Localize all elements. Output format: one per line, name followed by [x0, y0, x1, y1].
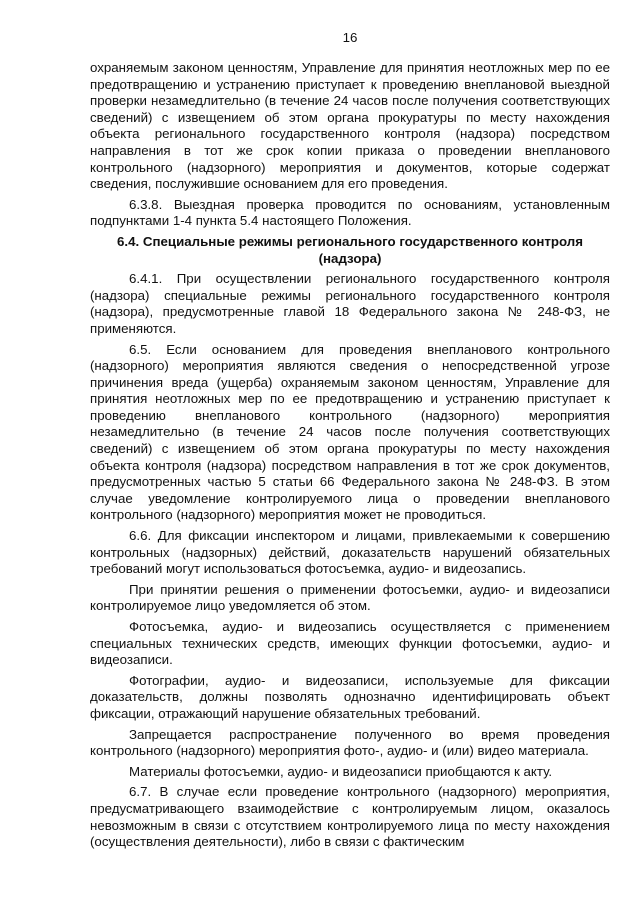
paragraph-6-6: 6.6. Для фиксации инспектором и лицами, привлекаемыми к совершению контрольных (надзорных) действий, доказательств нарушений обязательных требований могут использоваться фотосъемка, аудио- и видеозапись. — [90, 528, 610, 577]
paragraph-equipment: Фотосъемка, аудио- и видеозапись осуществляется с применением специальных технических средств, имеющих функции фотосъемки, аудио- и видеозаписи. — [90, 619, 610, 668]
section-6-4-heading: 6.4. Специальные режимы регионального государственного контроля (надзора) — [117, 233, 583, 266]
paragraph-evidence: Фотографии, аудио- и видеозаписи, используемые для фиксации доказательств, должны позволять однозначно идентифицировать объект фиксации, отражающий нарушение обязательных требований. — [90, 672, 610, 721]
paragraph-prohibition: Запрещается распространение полученного во время проведения контрольного (надзорного) мероприятия фото-, аудио- и (или) видео материала. — [90, 726, 610, 759]
paragraph-attachment: Материалы фотосъемки, аудио- и видеозаписи приобщаются к акту. — [129, 763, 553, 779]
paragraph-notice: При принятии решения о применении фотосъемки, аудио- и видеозаписи контролируемое лицо уведомляется об этом. — [90, 581, 610, 614]
paragraph-6-7: 6.7. В случае если проведение контрольного (надзорного) мероприятия, предусматривающего взаимодействие с контролируемым лицом, оказалось невозможным в связи с отсутствием контролируемого лица по месту нахождения (осуществления деятельности), либо в связи с фактическим — [90, 784, 610, 850]
paragraph-6-5: 6.5. Если основанием для проведения внепланового контрольного (надзорного) мероприятия являются сведения о непосредственной угрозе причинения вреда (ущерба) охраняемым законом ценностям, Управление для принятия неотложных мер по ее предотвращению и устранению приступает к проведению внепланового контрольного (надзорного) мероприятия незамедлительно (в течение 24 часов после получения соответствующих сведений) с извещением об этом органа прокуратуры по месту нахождения объекта контроля (надзора) посредством направления в тот же срок документов, предусмотренных частью 5 статьи 66 Федерального закона № 248-ФЗ. В этом случае уведомление контролируемого лица о проведении внепланового контрольного (надзорного) мероприятия может не проводиться. — [90, 341, 610, 523]
paragraph-6-4-1: 6.4.1. При осуществлении регионального государственного контроля (надзора) специальные режимы регионального государственного контроля (надзора), предусмотренные главой 18 Федерального закона № 248-ФЗ, не применяются. — [90, 271, 610, 336]
document-page — [90, 30, 610, 855]
continued-paragraph: охраняемым законом ценностям, Управление для принятия неотложных мер по ее предотвращению и устранению приступает к проведению внеплановой выездной проверки незамедлительно (в течение 24 часов после получения соответствующих сведений) с извещением об этом органа прокуратуры по месту нахождения объекта регионального государственного контроля (надзора) посредством направления в тот же срок копии приказа о проведении внепланового контрольного (надзорного) мероприятия и документов, которые содержат сведения, послужившие основанием для его проведения. — [90, 60, 610, 192]
paragraph-6-3-8: 6.3.8. Выездная проверка проводится по основаниям, установленным подпунктами 1-4 пункта 5.4 настоящего Положения. — [90, 196, 610, 229]
page-number: 16 — [342, 30, 358, 45]
